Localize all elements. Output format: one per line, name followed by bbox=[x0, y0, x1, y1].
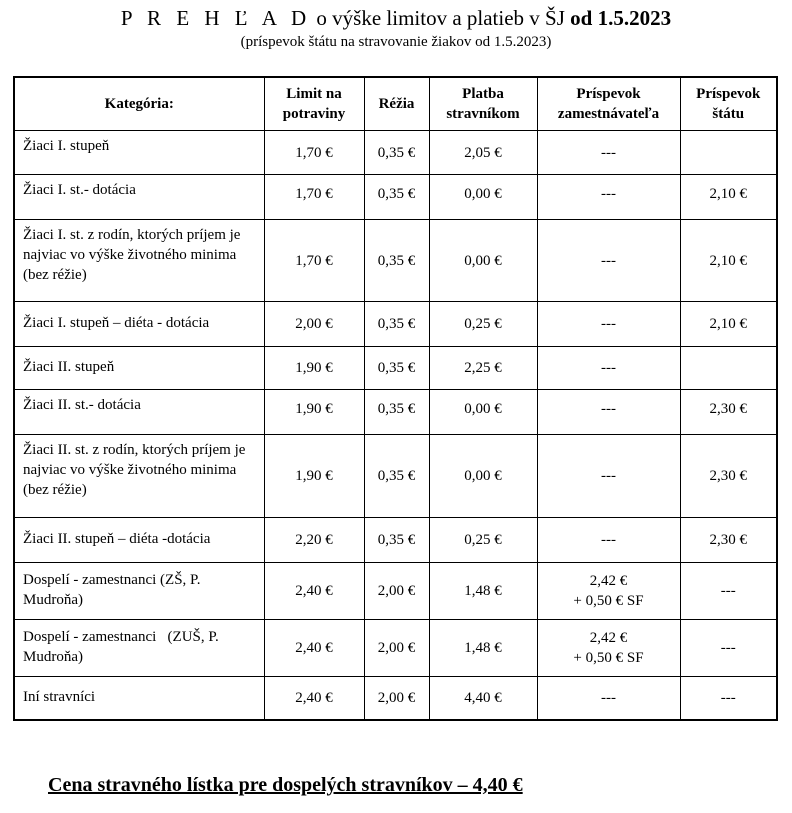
cell-rezia: 0,35 € bbox=[364, 302, 429, 347]
cell-employer: --- bbox=[537, 302, 680, 347]
cell-limit: 2,20 € bbox=[264, 518, 364, 563]
cell-category: Žiaci I. st. z rodín, ktorých príjem je najviac vo výške životného minima (bez réžie) bbox=[14, 220, 264, 302]
cell-limit: 1,70 € bbox=[264, 175, 364, 220]
table-row bbox=[14, 563, 777, 620]
header-rezia: Réžia bbox=[364, 77, 429, 131]
document-title bbox=[0, 5, 792, 31]
cell-state bbox=[680, 131, 777, 175]
table-header-row bbox=[14, 77, 777, 131]
cell-rezia: 0,35 € bbox=[364, 131, 429, 175]
cell-employer: --- bbox=[537, 435, 680, 518]
table-row bbox=[14, 302, 777, 347]
cell-rezia: 0,35 € bbox=[364, 175, 429, 220]
table-row bbox=[14, 677, 777, 720]
cell-category: Žiaci I. stupeň bbox=[14, 131, 264, 175]
table-row bbox=[14, 175, 777, 220]
cell-platba: 0,25 € bbox=[429, 518, 537, 563]
cell-rezia: 2,00 € bbox=[364, 677, 429, 720]
cell-category: Žiaci I. stupeň – diéta - dotácia bbox=[14, 302, 264, 347]
cell-platba: 0,00 € bbox=[429, 175, 537, 220]
cell-platba: 2,25 € bbox=[429, 347, 537, 390]
cell-state bbox=[680, 347, 777, 390]
title-spaced: P R E H Ľ A D bbox=[120, 6, 312, 30]
cell-category: Žiaci II. st. z rodín, ktorých príjem je najviac vo výške životného minima (bez réžie) bbox=[14, 435, 264, 518]
cell-platba: 0,00 € bbox=[429, 390, 537, 435]
limits-table bbox=[13, 76, 778, 721]
cell-category: Žiaci II. stupeň bbox=[14, 347, 264, 390]
cell-platba: 2,05 € bbox=[429, 131, 537, 175]
cell-limit: 2,40 € bbox=[264, 620, 364, 677]
cell-state: --- bbox=[680, 620, 777, 677]
cell-employer: --- bbox=[537, 220, 680, 302]
cell-state: 2,10 € bbox=[680, 220, 777, 302]
cell-employer: 2,42 € + 0,50 € SF bbox=[537, 620, 680, 677]
cell-state: 2,30 € bbox=[680, 390, 777, 435]
cell-category: Dospelí - zamestnanci (ZUŠ, P. Mudroňa) bbox=[14, 620, 264, 677]
title-date: od 1.5.2023 bbox=[570, 6, 672, 30]
table-row bbox=[14, 131, 777, 175]
cell-employer: --- bbox=[537, 518, 680, 563]
cell-category: Žiaci II. stupeň – diéta -dotácia bbox=[14, 518, 264, 563]
table-row bbox=[14, 220, 777, 302]
cell-category: Žiaci I. st.- dotácia bbox=[14, 175, 264, 220]
cell-employer: --- bbox=[537, 677, 680, 720]
cell-limit: 1,90 € bbox=[264, 390, 364, 435]
cell-category: Iní stravníci bbox=[14, 677, 264, 720]
table-row bbox=[14, 347, 777, 390]
cell-employer: 2,42 € + 0,50 € SF bbox=[537, 563, 680, 620]
adult-ticket-price: Cena stravného lístka pre dospelých stravníkov – 4,40 € bbox=[48, 774, 523, 796]
table-row bbox=[14, 435, 777, 518]
cell-state: --- bbox=[680, 563, 777, 620]
cell-rezia: 0,35 € bbox=[364, 435, 429, 518]
cell-rezia: 0,35 € bbox=[364, 220, 429, 302]
header-state: Príspevok štátu bbox=[680, 77, 777, 131]
cell-limit: 2,40 € bbox=[264, 563, 364, 620]
cell-limit: 2,40 € bbox=[264, 677, 364, 720]
title-middle: o výške limitov a platieb v ŠJ bbox=[316, 6, 565, 30]
cell-platba: 0,25 € bbox=[429, 302, 537, 347]
table-row bbox=[14, 390, 777, 435]
cell-platba: 1,48 € bbox=[429, 620, 537, 677]
cell-rezia: 2,00 € bbox=[364, 563, 429, 620]
cell-limit: 1,70 € bbox=[264, 220, 364, 302]
cell-limit: 2,00 € bbox=[264, 302, 364, 347]
cell-limit: 1,70 € bbox=[264, 131, 364, 175]
header-platba: Platba stravníkom bbox=[429, 77, 537, 131]
header-category: Kategória: bbox=[14, 77, 264, 131]
cell-rezia: 0,35 € bbox=[364, 518, 429, 563]
cell-platba: 4,40 € bbox=[429, 677, 537, 720]
cell-employer: --- bbox=[537, 347, 680, 390]
cell-rezia: 0,35 € bbox=[364, 390, 429, 435]
cell-category: Dospelí - zamestnanci (ZŠ, P. Mudroňa) bbox=[14, 563, 264, 620]
cell-employer: --- bbox=[537, 175, 680, 220]
table-row bbox=[14, 518, 777, 563]
document-subtitle: (príspevok štátu na stravovanie žiakov od 1.5.2023) bbox=[240, 34, 552, 50]
cell-platba: 0,00 € bbox=[429, 435, 537, 518]
cell-rezia: 2,00 € bbox=[364, 620, 429, 677]
cell-employer: --- bbox=[537, 131, 680, 175]
table-row bbox=[14, 620, 777, 677]
cell-platba: 0,00 € bbox=[429, 220, 537, 302]
cell-state: 2,10 € bbox=[680, 175, 777, 220]
cell-state: 2,10 € bbox=[680, 302, 777, 347]
cell-rezia: 0,35 € bbox=[364, 347, 429, 390]
cell-state: 2,30 € bbox=[680, 518, 777, 563]
header-limit: Limit na potraviny bbox=[264, 77, 364, 131]
cell-limit: 1,90 € bbox=[264, 435, 364, 518]
cell-state: --- bbox=[680, 677, 777, 720]
header-employer: Príspevok zamestnávateľa bbox=[537, 77, 680, 131]
cell-limit: 1,90 € bbox=[264, 347, 364, 390]
cell-category: Žiaci II. st.- dotácia bbox=[14, 390, 264, 435]
cell-state: 2,30 € bbox=[680, 435, 777, 518]
cell-employer: --- bbox=[537, 390, 680, 435]
cell-platba: 1,48 € bbox=[429, 563, 537, 620]
